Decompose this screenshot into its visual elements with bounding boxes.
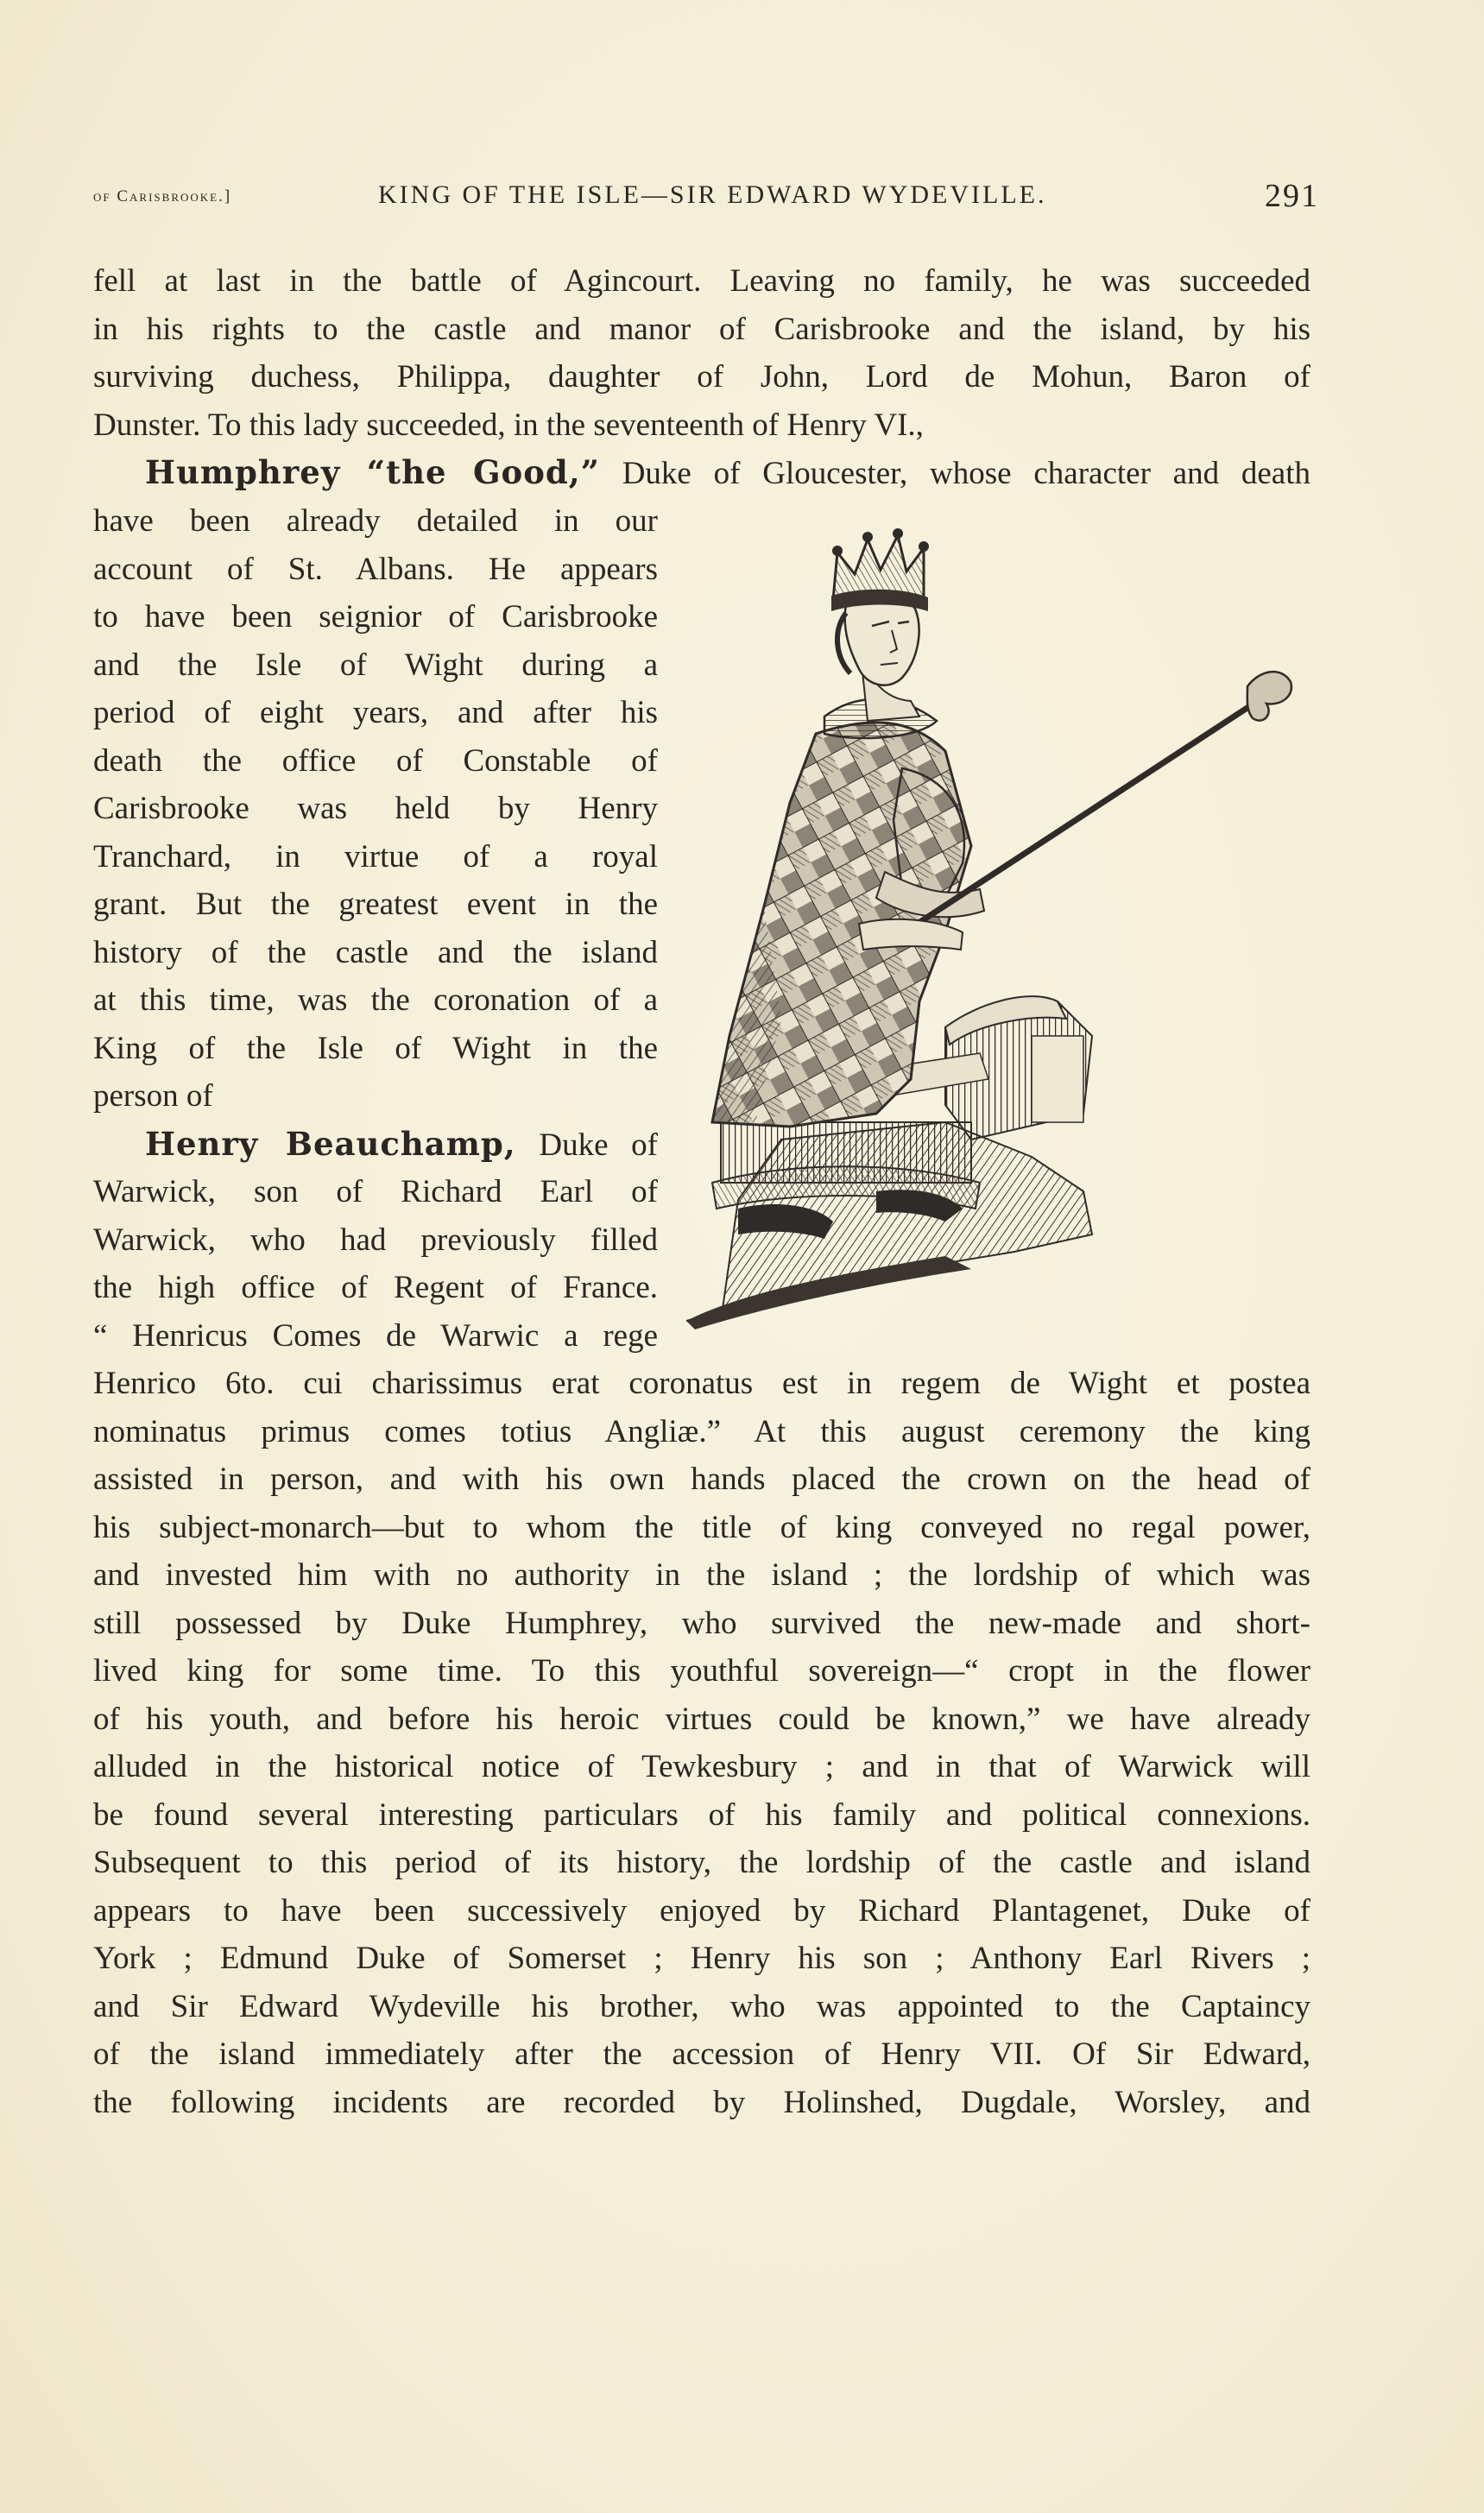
header-chapter: of Carisbrooke.] bbox=[93, 187, 232, 205]
text-line: person of bbox=[93, 1078, 213, 1114]
text-line: be found several interesting particulars of his family and political connexions. bbox=[93, 1796, 1310, 1833]
text-line: assisted in person, and with his own hands placed the crown on the head of bbox=[93, 1462, 1310, 1497]
humphrey-rest: Duke of Gloucester, whose character and death bbox=[599, 456, 1310, 491]
text-line: surviving duchess, Philippa, daughter of John, Lord de Mohun, Baron of bbox=[93, 359, 1310, 395]
text-line: the following incidents are recorded by Holinshed, Dugdale, Worsley, and bbox=[93, 2084, 1310, 2120]
text-line: Tranchard, in virtue of a royal bbox=[93, 838, 658, 874]
text-line: fell at last in the battle of Agincourt. Leaving no family, he was succeeded bbox=[93, 263, 1310, 299]
henry-line bbox=[93, 1121, 658, 1169]
text-line: Dunster. To this lady succeeded, in the seventeenth of Henry VI., bbox=[93, 407, 924, 443]
text-line: and Sir Edward Wydeville his brother, who was appointed to the Captaincy bbox=[93, 1988, 1310, 2024]
text-line: grant. But the greatest event in the bbox=[93, 887, 658, 922]
text-line: to have been seignior of Carisbrooke bbox=[93, 599, 658, 635]
text-line: Subsequent to this period of its history, the lordship of the castle and island bbox=[93, 1845, 1310, 1880]
text-line: his subject-monarch—but to whom the title of king conveyed no regal power, bbox=[93, 1509, 1310, 1545]
engraving-crowned-king-seated-icon bbox=[686, 518, 1299, 1347]
text-line: appears to have been successively enjoyed by Richard Plantagenet, Duke of bbox=[93, 1892, 1310, 1929]
text-line: of the island immediately after the accession of Henry VII. Of Sir Edward, bbox=[93, 2036, 1310, 2072]
running-header bbox=[93, 177, 1319, 220]
text-line: Henrico 6to. cui charissimus erat coronatus est in regem de Wight et postea bbox=[93, 1366, 1310, 1401]
text-line: still possessed by Duke Humphrey, who survived the new-made and short- bbox=[93, 1605, 1310, 1641]
text-line: have been already detailed in our bbox=[93, 503, 658, 539]
henry-rest: Duke of bbox=[515, 1127, 658, 1163]
text-line: lived king for some time. To this youthful sovereign—“ cropt in the flower bbox=[93, 1653, 1310, 1689]
text-line: period of eight years, and after his bbox=[93, 695, 658, 730]
text-line: account of St. Albans. He appears bbox=[93, 551, 658, 587]
text-line: King of the Isle of Wight in the bbox=[93, 1030, 658, 1066]
header-title: KING OF THE ISLE—SIR EDWARD WYDEVILLE. bbox=[378, 180, 1047, 209]
text-line: history of the castle and the island bbox=[93, 934, 658, 970]
text-line: nominatus primus comes totius Angliæ.” At this august ceremony the king bbox=[93, 1413, 1310, 1449]
text-line: “ Henricus Comes de Warwic a rege bbox=[93, 1317, 658, 1354]
paragraph-narrow bbox=[93, 497, 658, 1360]
text-line: and the Isle of Wight during a bbox=[93, 647, 658, 683]
text-line: alluded in the historical notice of Tewkesbury ; and in that of Warwick will bbox=[93, 1749, 1310, 1784]
text-line: the high office of Regent of France. bbox=[93, 1270, 658, 1305]
text-line: York ; Edmund Duke of Somerset ; Henry his son ; Anthony Earl Rivers ; bbox=[93, 1941, 1310, 1976]
text-line: Carisbrooke was held by Henry bbox=[93, 791, 658, 826]
paragraph-bottom bbox=[93, 1360, 1310, 2126]
humphrey-line bbox=[93, 449, 1310, 497]
text-line: of his youth, and before his heroic virtues could be known,” we have already bbox=[93, 1701, 1310, 1737]
humphrey-name: Humphrey “the Good,” bbox=[145, 453, 600, 491]
henry-name: Henry Beauchamp, bbox=[145, 1124, 516, 1163]
page-number: 291 bbox=[1265, 178, 1319, 214]
text-line: in his rights to the castle and manor of Carisbrooke and the island, by his bbox=[93, 311, 1310, 347]
paragraph-top bbox=[93, 257, 1310, 497]
text-line: at this time, was the coronation of a bbox=[93, 982, 658, 1018]
text-line: Warwick, son of Richard Earl of bbox=[93, 1174, 658, 1209]
text-line: death the office of Constable of bbox=[93, 742, 658, 779]
text-line: Warwick, who had previously filled bbox=[93, 1222, 658, 1258]
text-line: and invested him with no authority in the island ; the lordship of which was bbox=[93, 1557, 1310, 1593]
